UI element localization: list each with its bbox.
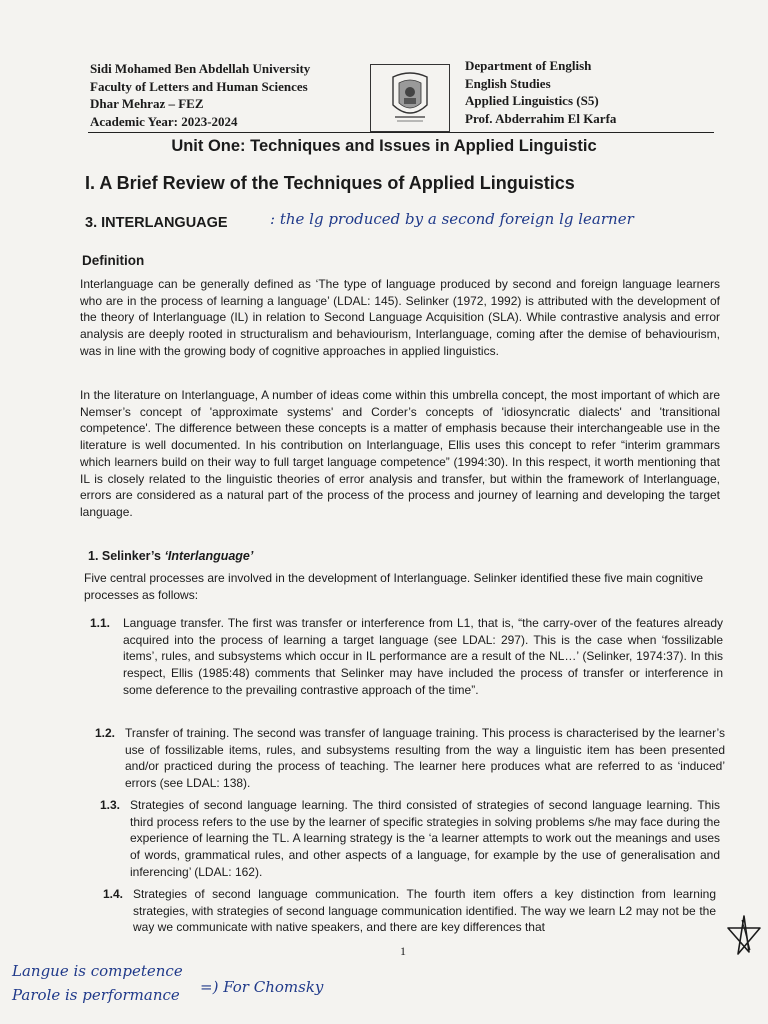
item-number: 1.3. <box>100 798 121 812</box>
handwritten-note-parole: Parole is performance <box>12 986 180 1004</box>
handwritten-note-langue: Langue is competence <box>12 962 183 980</box>
header-institution-block <box>90 60 360 130</box>
university-logo <box>370 64 450 132</box>
header-location: Dhar Mehraz – FEZ <box>90 96 204 111</box>
definition-heading: Definition <box>82 253 145 268</box>
subsection-number: 1. Selinker’s <box>88 549 161 563</box>
header-course: Applied Linguistics (S5) <box>465 93 599 108</box>
unit-title: Unit One: Techniques and Issues in Applied Linguistic <box>171 137 597 155</box>
interlanguage-heading: 3. INTERLANGUAGE <box>85 215 228 231</box>
header-department: Department of English <box>465 58 592 73</box>
subsection-intro: Five central processes are involved in the development of Interlanguage. Selinker identified these five main cognitive processes as follows: <box>84 571 704 602</box>
item-number: 1.2. <box>95 726 116 740</box>
header-academic-year: Academic Year: 2023-2024 <box>90 113 238 129</box>
handwritten-star-icon <box>724 914 764 958</box>
header-department-block <box>465 57 715 127</box>
list-item: Strategies of second language learning. The third consisted of strategies of second language learning. This third process refers to the use by the learner of specific strategies in solving problems s/he may face during the experience of learning the TL. A learning strategy is the ‘a learner attempts to work out the meanings and uses of words, grammatical rules, and other aspects of a language, for example by the use of generalisation and inferencing’ (LDAL: 162). <box>130 798 720 879</box>
definition-paragraph-2: In the literature on Interlanguage, A number of ideas come within this umbrella concept, the most important of which are Nemser’s concept of 'approximate systems' and Corder’s concepts of 'idiosyncratic dialects' and 'transitional competence'. The difference between these concepts is a matter of emphasis because their interchangeable use in the literature is well documented. In his contribution on Interlanguage, Ellis uses this concept to refer “interim grammars which learners build on their way to full target language competence” (1994:30). In this respect, it worth mentioning that IL is closely related to the linguistic theories of error analysis and transfer, but within the framework of Interlanguage, errors are considered as a natural part of the process of the process and journey of learning and developing the target language. <box>80 388 720 519</box>
handwritten-interlanguage-note: : the lg produced by a second foreign lg learner <box>270 210 634 228</box>
header-program: English Studies <box>465 75 551 91</box>
list-item: Language transfer. The first was transfer or interference from L1, that is, “the carry-over of the features already acquired into the process of learning a target language (see LDAL: 297). This is the case when ‘fossilizable items’, rules, and subsystems which occur in IL performance are a result of the NL…’ (Selinker, 1974:37). In this respect, Ellis (1985:48) comments that Selinker may have included the process of transfer or interference in some deference to the prevailing contrastive approach of the time”. <box>123 616 723 697</box>
header-professor: Prof. Abderrahim El Karfa <box>465 110 617 126</box>
item-number: 1.4. <box>103 887 124 901</box>
section-title: I. A Brief Review of the Techniques of Applied Linguistics <box>85 173 575 193</box>
header-faculty: Faculty of Letters and Human Sciences <box>90 78 308 94</box>
handwritten-note-chomsky: =) For Chomsky <box>200 978 324 996</box>
list-item: Strategies of second language communication. The fourth item offers a key distinction from learning strategies, with strategies of second language communication identified. The way we learn L2 may not be the way we communicate with native speakers, and there are key differences that <box>133 887 716 935</box>
subsection-heading <box>88 549 253 563</box>
definition-paragraph-1: Interlanguage can be generally defined as ‘The type of language produced by second and foreign language learners who are in the process of learning a language’ (LDAL: 145). Selinker (1972, 1992) is attributed with the development of the theory of Interlanguage (IL) in relation to Second Language Acquisition (SLA). While contrastive analysis and error analysis are deeply rooted in structuralism and behaviourism, Interlanguage, coming after the demise of behaviourism, was in line with the growing body of cognitive approaches in applied linguistics. <box>80 277 720 358</box>
header-divider <box>88 132 714 133</box>
header-university: Sidi Mohamed Ben Abdellah University <box>90 61 311 76</box>
page-number: 1 <box>400 944 406 958</box>
list-item: Transfer of training. The second was transfer of language training. This process is characterised by the learner’s use of fossilizable items, rules, and subsystems resulting from the way a linguistic item has been presented and/or practiced during the process of teaching. The learner here produces what are referred to as ‘induced’ errors (see LDAL: 138). <box>125 726 725 791</box>
crest-icon <box>371 65 449 131</box>
item-number: 1.1. <box>90 616 111 630</box>
subsection-title: ‘Interlanguage’ <box>164 549 254 563</box>
